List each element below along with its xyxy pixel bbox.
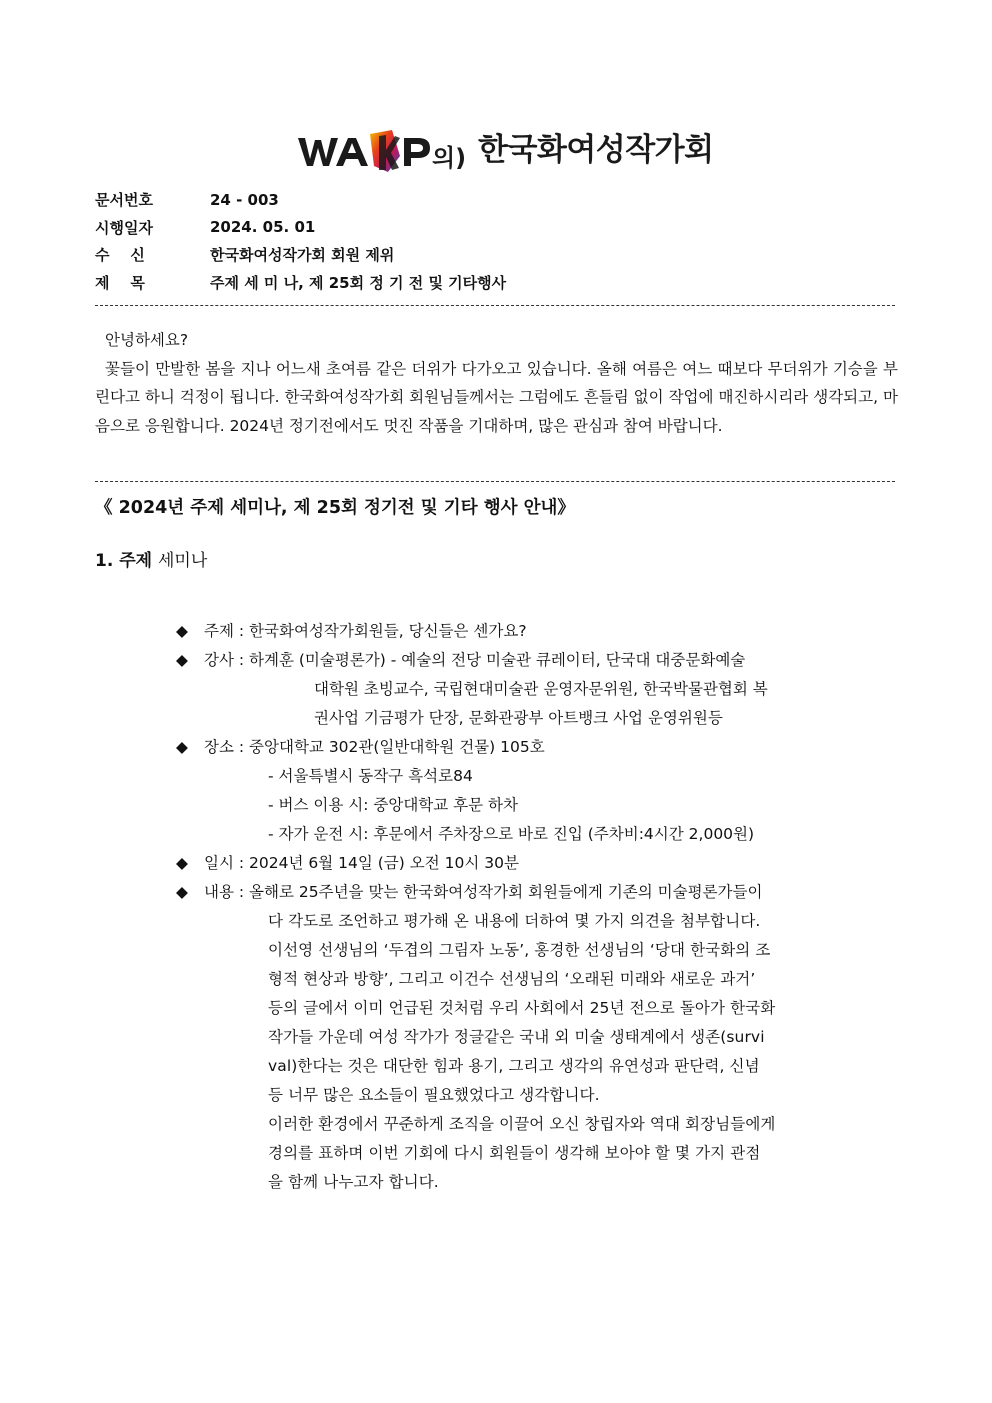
doc-number-label: 문서번호	[95, 191, 153, 210]
diamond-bullet-icon: ◆	[176, 622, 188, 640]
doc-number-value: 24 - 003	[210, 190, 279, 209]
subject-row	[95, 269, 895, 297]
greeting-block	[95, 326, 898, 440]
divider-top	[95, 305, 895, 306]
content-line: 작가들 가운데 여성 작가가 정글같은 국내 외 미술 생태계에서 생존(survi	[268, 1028, 765, 1046]
content-line: 내용 : 올해로 25주년을 맞는 한국화여성작가회 회원들에게 기존의 미술평론가들이	[204, 883, 763, 901]
sub-title-number: 1. 주제	[95, 551, 153, 571]
subject-label: 제 목	[95, 273, 145, 292]
content-line: 을 함께 나누고자 합니다.	[268, 1173, 439, 1191]
date-item	[176, 849, 896, 878]
topic-item	[176, 617, 896, 646]
content-line: 경의를 표하며 이번 기회에 다시 회원들이 생각해 보아야 할 몇 가지 관점	[268, 1144, 761, 1162]
content-item	[176, 878, 896, 1197]
svg-text:의): 의)	[432, 144, 467, 172]
content-line: 등의 글에서 이미 언급된 것처럼 우리 사회에서 25년 전으로 돌아가 한국화	[268, 999, 776, 1017]
issue-date-label: 시행일자	[95, 218, 153, 237]
topic-line: 주제 : 한국화여성작가회원들, 당신들은 센가요?	[204, 622, 527, 640]
divider-bottom	[95, 481, 895, 482]
date-line: 일시 : 2024년 6월 14일 (금) 오전 10시 30분	[204, 854, 519, 872]
venue-line: 장소 : 중앙대학교 302관(일반대학원 건물) 105호	[204, 738, 545, 756]
lecturer-line: 강사 : 하계훈 (미술평론가) - 예술의 전당 미술관 큐레이터, 단국대 대중문화예술	[204, 651, 746, 669]
issue-date-row	[95, 214, 895, 242]
diamond-bullet-icon: ◆	[176, 883, 188, 901]
venue-line: - 자가 운전 시: 후문에서 주차장으로 바로 진입 (주차비:4시간 2,000원)	[268, 825, 755, 843]
greeting-hello: 안녕하세요?	[105, 331, 189, 349]
content-line: 형적 현상과 방향’, 그리고 이건수 선생님의 ‘오래된 미래와 새로운 과거’	[268, 970, 756, 988]
recipient-value: 한국화여성작가회 회원 제위	[210, 246, 395, 265]
sub-title	[95, 546, 207, 571]
content-line: 다 각도로 조언하고 평가해 온 내용에 더하여 몇 가지 의견을 첨부합니다.	[268, 912, 761, 930]
lecturer-item	[176, 646, 896, 733]
venue-item	[176, 733, 896, 849]
lecturer-line: 대학원 초빙교수, 국립현대미술관 운영자문위원, 한국박물관협회 복	[314, 680, 768, 698]
diamond-bullet-icon: ◆	[176, 738, 188, 756]
venue-line: - 서울특별시 동작구 흑석로84	[268, 767, 473, 785]
content-line: 이러한 환경에서 꾸준하게 조직을 이끌어 오신 창립자와 역대 회장님들에게	[268, 1115, 776, 1133]
venue-line: - 버스 이용 시: 중앙대학교 후문 하차	[268, 796, 519, 814]
subject-value: 주제 세 미 나, 제 25회 정 기 전 및 기타행사	[210, 273, 507, 292]
recipient-row	[95, 241, 895, 269]
content-line: val)한다는 것은 대단한 힘과 용기, 그리고 생각의 유연성과 판단력, 신념	[268, 1057, 760, 1075]
content-line: 등 너무 많은 요소들이 필요했었다고 생각합니다.	[268, 1086, 600, 1104]
content-line: 이선영 선생님의 ‘두겹의 그림자 노동’, 홍경한 선생님의 ‘당대 한국화의 조	[268, 941, 771, 959]
greeting-body: 꽃들이 만발한 봄을 지나 어느새 초여름 같은 더위가 다가오고 있습니다. 올해 여름은 여느 때보다 무더위가 기승을 부린다고 하니 걱정이 됩니다. 한국화여성작가회 회원님들께서는 그럼에도 흔들림 없이 작업에 매진하시리라 생각되고, 마음으로 응원합니다. 2024년 정기전에서도 멋진 작품을 기대하며, 많은 관심과 참여 바랍니다.	[95, 359, 898, 435]
diamond-bullet-icon: ◆	[176, 854, 188, 872]
diamond-bullet-icon: ◆	[176, 651, 188, 669]
sub-title-rest: 세미나	[157, 551, 208, 571]
organization-name: 한국화여성작가회	[478, 132, 714, 168]
organization-logo	[296, 126, 714, 174]
document-header	[95, 186, 895, 296]
seminar-details	[176, 617, 896, 1197]
wakp-logo-icon	[296, 126, 476, 174]
section-title: 《 2024년 주제 세미나, 제 25회 정기전 및 기타 행사 안내》	[95, 498, 575, 518]
issue-date-value: 2024. 05. 01	[210, 218, 316, 237]
doc-number-row	[95, 186, 895, 214]
lecturer-line: 권사업 기금평가 단장, 문화관광부 아트뱅크 사업 운영위원등	[314, 709, 723, 727]
recipient-label: 수 신	[95, 246, 145, 265]
